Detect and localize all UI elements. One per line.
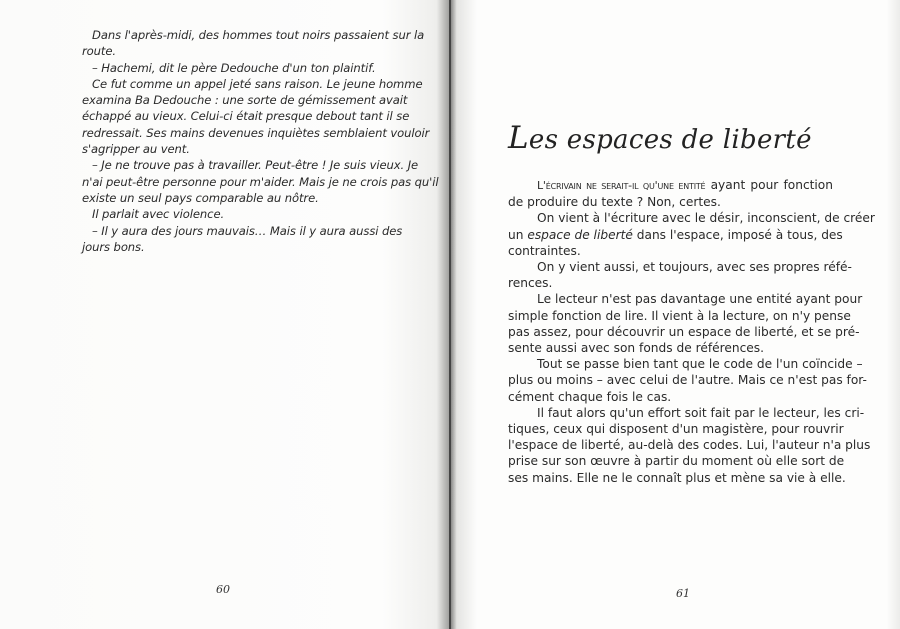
text-line: ses mains. Elle ne le connaît plus et mène sa vie à elle. <box>508 470 846 485</box>
paragraph <box>508 405 871 486</box>
page-number-left: 60 <box>216 583 230 596</box>
text-segment: un <box>508 227 528 242</box>
text-line: échappé au vieux. Celui-ci était presque debout tant il se <box>82 109 410 124</box>
paragraph <box>508 177 833 210</box>
text-line: pas assez, pour découvrir un espace de liberté, et se pré- <box>508 324 860 339</box>
paragraph <box>82 76 430 157</box>
text-line: examina Ba Dedouche : une sorte de gémissement avait <box>82 93 408 108</box>
text-line: n'ai peut-être personne pour m'aider. Mais je ne crois pas qu'il <box>82 174 439 189</box>
text-segment: ayant pour fonction <box>705 178 833 192</box>
text-line <box>508 177 833 194</box>
text-line: rences. <box>508 276 553 291</box>
chapter-title <box>508 120 812 156</box>
text-line: Il faut alors qu'un effort soit fait par le lecteur, les cri- <box>537 405 865 420</box>
text-line: plus ou moins – avec celui de l'autre. Mais ce n'est pas for- <box>508 373 867 388</box>
text-line: On y vient aussi, et toujours, avec ses propres réfé- <box>537 260 852 275</box>
text-line: route. <box>82 44 116 59</box>
chapter-title-rest: es espaces de liberté <box>528 125 812 155</box>
text-line: simple fonction de lire. Il vient à la lecture, on n'y pense <box>508 308 851 323</box>
page-number-right: 61 <box>676 587 690 600</box>
text-line: jours bons. <box>82 239 145 254</box>
text-line: contraintes. <box>508 243 581 258</box>
text-line: Le lecteur n'est pas davantage une entité ayant pour <box>537 292 863 307</box>
paragraph <box>508 210 875 259</box>
text-line: Dans l'après-midi, des hommes tout noirs passaient sur la <box>92 28 425 42</box>
right-page-body-text <box>508 177 875 486</box>
text-line: prise sur son œuvre à partir du moment où elle sort de <box>508 454 845 469</box>
paragraph <box>82 27 425 60</box>
paragraph <box>82 206 368 222</box>
italic-phrase: espace de liberté <box>527 227 633 242</box>
text-segment: dans l'espace, imposé à tous, des <box>632 227 843 242</box>
text-line: existe un seul pays comparable au nôtre. <box>82 190 319 205</box>
text-line: Il parlait avec violence. <box>92 207 225 222</box>
text-line: Tout se passe bien tant que le code de l'un coïncide – <box>537 357 863 372</box>
text-line: redressait. Ses mains devenues inquiètes semblaient vouloir <box>82 125 430 140</box>
text-line <box>508 227 843 243</box>
chapter-title-initial: L <box>508 120 529 156</box>
text-line: – Hachemi, dit le père Dedouche d'un ton plaintif. <box>92 60 376 75</box>
paragraph <box>82 60 376 76</box>
text-line: s'agripper au vent. <box>82 142 190 157</box>
paragraph <box>508 259 852 291</box>
paragraph <box>508 291 863 356</box>
book-gutter <box>449 0 451 629</box>
left-page-body-text <box>82 27 439 255</box>
paragraph <box>82 157 439 206</box>
text-line: On vient à l'écriture avec le désir, inconscient, de créer <box>537 211 875 226</box>
text-line: de produire du texte ? Non, certes. <box>508 195 721 210</box>
text-line: cément chaque fois le cas. <box>508 389 672 404</box>
text-line: Ce fut comme un appel jeté sans raison. Le jeune homme <box>92 76 423 91</box>
paragraph <box>508 356 867 405</box>
text-line: – Il y aura des jours mauvais… Mais il y aura aussi des <box>92 223 403 238</box>
paragraph <box>82 223 403 256</box>
text-line: – Je ne trouve pas à travailler. Peut-être ! Je suis vieux. Je <box>92 158 419 173</box>
text-line: tiques, ceux qui disposent d'un magistère, pour rouvrir <box>508 422 844 437</box>
text-line: sente aussi avec son fonds de références. <box>508 341 764 356</box>
text-line: l'espace de liberté, au-delà des codes. Lui, l'auteur n'a plus <box>508 438 871 453</box>
small-caps-lead: L'écrivain ne serait-il qu'une entité <box>537 179 706 192</box>
